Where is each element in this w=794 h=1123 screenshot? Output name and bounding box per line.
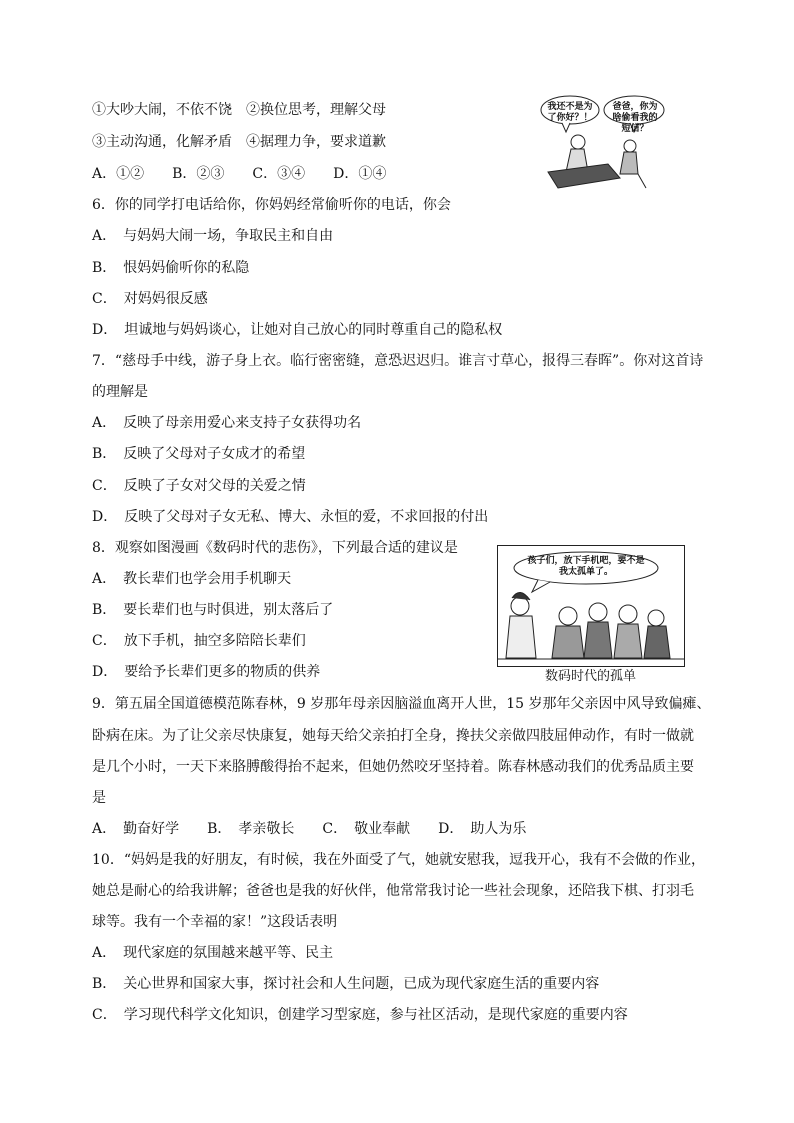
q7-option-d: D． 反映了父母对子女无私、博大、永恒的爱，不求回报的付出 [92,509,489,525]
q7-option-b: B． 反映了父母对子女成才的希望 [92,446,306,462]
cartoon-parent-child-figure [538,92,666,190]
q8-option-c: C． 放下手机，抽空多陪陪长辈们 [92,633,306,649]
q5-option-line-2: ③主动沟通，化解矛盾 ④据理力争，要求道歉 [92,134,386,150]
q6-option-c: C． 对妈妈很反感 [92,291,208,307]
q10-stem-line-1: 10．“妈妈是我的好朋友，有时候，我在外面受了气，她就安慰我，逗我开心，我有不会做的作业， [92,852,705,868]
q8-option-b: B． 要长辈们也与时俱进，别太落后了 [92,602,334,618]
q9-choices: A． 勤奋好学 B． 孝亲敬长 C． 敬业奉献 D． 助人为乐 [92,821,527,837]
q8-stem: 8．观察如图漫画《数码时代的悲伤》，下列最合适的建议是 [92,540,458,556]
q6-option-a: A． 与妈妈大闹一场，争取民主和自由 [92,228,334,244]
q6-option-b: B． 恨妈妈偷听你的私隐 [92,260,250,276]
q7-option-a: A． 反映了母亲用爱心来支持子女获得功名 [92,415,362,431]
q10-stem-line-2: 她总是耐心的给我讲解；爸爸也是我的好伙伴，他常常我讨论一些社会现象，还陪我下棋、打羽毛 [92,883,694,899]
q8-option-a: A． 教长辈们也学会用手机聊天 [92,571,292,587]
digital-age-bubble: 孩子们，放下手机吧，要不是我太孤单了。 [527,556,645,577]
digital-age-cartoon-figure [497,545,685,667]
q5-option-line-1: ①大吵大闹，不依不饶 ②换位思考，理解父母 [92,102,386,118]
digital-age-caption: 数码时代的孤单 [545,669,637,684]
q9-stem-line-2: 卧病在床。为了让父亲尽快康复，她每天给父亲拍打全身，搀扶父亲做四肢屈伸动作，有时一做就 [92,728,694,744]
q7-stem-line-1: 7．“慈母手中线，游子身上衣。临行密密缝，意恐迟迟归。谁言寸草心，报得三春晖”。你对这首诗 [92,353,704,369]
q5-choices: A．①② B．②③ C．③④ D．①④ [92,166,387,182]
q9-stem-line-3: 是几个小时，一天下来胳膊酸得抬不起来，但她仍然咬牙坚持着。陈春林感动我们的优秀品质主要 [92,759,694,775]
q10-option-c: C． 学习现代科学文化知识，创建学习型家庭，参与社区活动，是现代家庭的重要内容 [92,1007,628,1023]
q8-option-d: D． 要给予长辈们更多的物质的供养 [92,664,321,680]
q6-option-d: D． 坦诚地与妈妈谈心，让她对自己放心的同时尊重自己的隐私权 [92,322,503,338]
q7-stem-line-2: 的理解是 [92,384,148,400]
q9-stem-line-1: 9．第五届全国道德模范陈春林，9 岁那年母亲因脑溢血离开人世，15 岁那年父亲因中风导致偏瘫、 [92,696,711,712]
q10-option-a: A． 现代家庭的氛围越来越平等、民主 [92,945,334,961]
q6-stem: 6．你的同学打电话给你，你妈妈经常偷听你的电话，你会 [92,197,451,213]
cartoon-bubble-left: 我还不是为了你好？！ [547,102,593,123]
q10-stem-line-3: 球等。我有一个幸福的家！”这段话表明 [92,914,338,930]
q9-stem-line-4: 是 [92,790,106,806]
q7-option-c: C． 反映了子女对父母的关爱之情 [92,478,306,494]
cartoon-bubble-right: 爸爸，你为啥偷看我的短信？ [612,102,658,134]
q10-option-b: B． 关心世界和国家大事，探讨社会和人生问题，已成为现代家庭生活的重要内容 [92,976,600,992]
